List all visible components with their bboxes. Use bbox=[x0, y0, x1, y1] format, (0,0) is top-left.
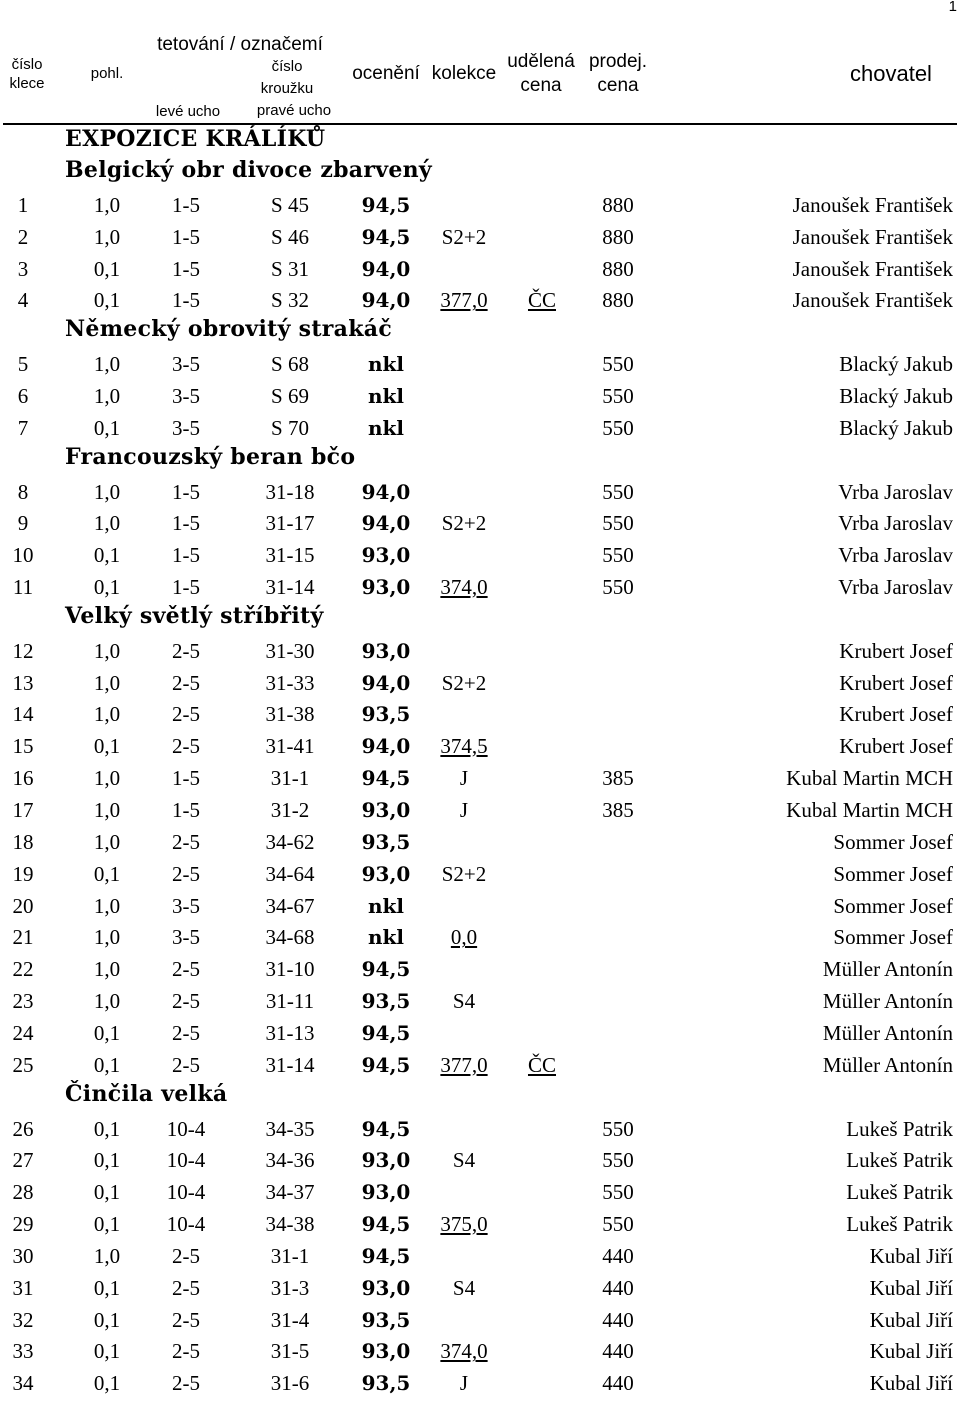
sex: 0,1 bbox=[93, 256, 121, 281]
sex: 1,0 bbox=[93, 224, 121, 249]
left-ear-tattoo: 1-5 bbox=[172, 798, 200, 822]
sale-price: 880 bbox=[602, 256, 634, 281]
collection: 0,0 bbox=[450, 925, 478, 950]
header-cislo-krouzku-1: číslo bbox=[271, 58, 303, 75]
sex: 0,1 bbox=[93, 1020, 121, 1045]
sale-price: 550 bbox=[602, 383, 634, 408]
table-row bbox=[0, 766, 960, 798]
header-tetovani: tetování / označemí bbox=[157, 34, 323, 55]
sale-price: 550 bbox=[602, 352, 634, 377]
ring-number: S 68 bbox=[271, 352, 309, 377]
score: 93,0 bbox=[361, 1339, 411, 1364]
breeder: Vrba Jaroslav bbox=[838, 543, 953, 568]
ring-number: S 46 bbox=[271, 224, 309, 249]
ring-number: S 45 bbox=[271, 192, 309, 217]
sex: 1,0 bbox=[93, 638, 121, 663]
breeder: Kubal Jiří bbox=[869, 1371, 953, 1396]
breeder: Krubert Josef bbox=[839, 734, 953, 759]
sale-price: 550 bbox=[602, 511, 634, 536]
ring-number: 34-64 bbox=[265, 861, 315, 886]
breeder: Müller Antonín bbox=[822, 989, 953, 1014]
cage-number: 18 bbox=[12, 829, 34, 854]
table-row bbox=[0, 225, 960, 257]
sex: 1,0 bbox=[93, 511, 121, 536]
score: nkl bbox=[368, 415, 404, 440]
score: 94,5 bbox=[361, 1243, 411, 1268]
ring-number: 31-3 bbox=[270, 1275, 310, 1300]
left-ear-tattoo: 2-5 bbox=[172, 989, 200, 1014]
left-ear-tattoo: 1-5 bbox=[172, 256, 200, 281]
cage-number: 12 bbox=[12, 638, 34, 663]
breeder: Blacký Jakub bbox=[839, 352, 953, 377]
table-row bbox=[0, 480, 960, 512]
sale-price: 550 bbox=[602, 1212, 634, 1237]
header-kolekce: kolekce bbox=[431, 63, 497, 84]
score: 93,5 bbox=[361, 1371, 411, 1396]
cage-number: 33 bbox=[12, 1339, 34, 1364]
ring-number: 34-67 bbox=[265, 893, 315, 918]
sale-price: 550 bbox=[602, 1180, 634, 1205]
collection: J bbox=[459, 1371, 469, 1396]
cage-number: 1 bbox=[17, 192, 29, 217]
sex: 0,1 bbox=[93, 575, 121, 600]
collection: J bbox=[459, 798, 469, 822]
cage-number: 25 bbox=[12, 1052, 34, 1077]
cage-number: 22 bbox=[12, 957, 34, 982]
sale-price: 440 bbox=[602, 1307, 634, 1332]
cage-number: 2 bbox=[17, 224, 29, 249]
section-title: Velký světlý stříbřitý bbox=[65, 602, 324, 629]
ring-number: 31-1 bbox=[270, 766, 310, 791]
score: 94,5 bbox=[361, 957, 411, 982]
breeder: Sommer Josef bbox=[833, 925, 953, 950]
cage-number: 24 bbox=[12, 1020, 34, 1045]
left-ear-tattoo: 2-5 bbox=[172, 734, 200, 759]
sale-price: 385 bbox=[602, 766, 634, 791]
ring-number: S 70 bbox=[271, 415, 309, 440]
table-row bbox=[0, 957, 960, 989]
sex: 0,1 bbox=[93, 1148, 121, 1173]
ring-number: S 69 bbox=[271, 383, 309, 408]
left-ear-tattoo: 2-5 bbox=[172, 829, 200, 854]
table-row bbox=[0, 1244, 960, 1276]
left-ear-tattoo: 2-5 bbox=[172, 638, 200, 663]
breeder: Krubert Josef bbox=[839, 638, 953, 663]
score: 94,5 bbox=[361, 1052, 411, 1077]
header-rule bbox=[3, 123, 957, 125]
cage-number: 20 bbox=[12, 893, 34, 918]
sex: 1,0 bbox=[93, 957, 121, 982]
header-cislo-klece-2: klece bbox=[9, 75, 45, 92]
score: 94,5 bbox=[361, 192, 411, 217]
sex: 0,1 bbox=[93, 415, 121, 440]
sex: 1,0 bbox=[93, 798, 121, 822]
left-ear-tattoo: 2-5 bbox=[172, 1339, 200, 1364]
cage-number: 9 bbox=[17, 511, 29, 536]
table-row bbox=[0, 639, 960, 671]
sex: 0,1 bbox=[93, 1339, 121, 1364]
header-chovatel: chovatel bbox=[850, 61, 932, 86]
sex: 0,1 bbox=[93, 543, 121, 568]
left-ear-tattoo: 2-5 bbox=[172, 957, 200, 982]
header-cislo-klece-1: číslo bbox=[11, 56, 43, 73]
score: 93,0 bbox=[361, 798, 411, 822]
left-ear-tattoo: 1-5 bbox=[172, 192, 200, 217]
left-ear-tattoo: 10-4 bbox=[166, 1148, 206, 1173]
breeder: Lukeš Patrik bbox=[846, 1180, 953, 1205]
cage-number: 4 bbox=[17, 288, 29, 313]
left-ear-tattoo: 2-5 bbox=[172, 670, 200, 695]
cage-number: 14 bbox=[12, 702, 34, 727]
ring-number: 31-5 bbox=[270, 1339, 310, 1364]
table-row bbox=[0, 352, 960, 384]
score: 94,5 bbox=[361, 766, 411, 791]
left-ear-tattoo: 3-5 bbox=[172, 352, 200, 377]
left-ear-tattoo: 2-5 bbox=[172, 1052, 200, 1077]
ring-number: 31-4 bbox=[270, 1307, 310, 1332]
sex: 0,1 bbox=[93, 1180, 121, 1205]
ring-number: 31-38 bbox=[265, 702, 315, 727]
breeder: Blacký Jakub bbox=[839, 415, 953, 440]
sale-price: 880 bbox=[602, 288, 634, 313]
left-ear-tattoo: 2-5 bbox=[172, 861, 200, 886]
left-ear-tattoo: 3-5 bbox=[172, 415, 200, 440]
score: nkl bbox=[368, 352, 404, 377]
ring-number: 34-37 bbox=[265, 1180, 315, 1205]
left-ear-tattoo: 2-5 bbox=[172, 1243, 200, 1268]
table-row bbox=[0, 1212, 960, 1244]
table-row bbox=[0, 1180, 960, 1212]
breeder: Blacký Jakub bbox=[839, 383, 953, 408]
score: 94,0 bbox=[361, 511, 411, 536]
left-ear-tattoo: 2-5 bbox=[172, 702, 200, 727]
sale-price: 550 bbox=[602, 1148, 634, 1173]
cage-number: 3 bbox=[17, 256, 29, 281]
header-prodej-1: prodej. bbox=[588, 51, 648, 72]
score: 93,5 bbox=[361, 829, 411, 854]
ring-number: 34-35 bbox=[265, 1116, 315, 1141]
cage-number: 30 bbox=[12, 1243, 34, 1268]
breeder: Kubal Jiří bbox=[869, 1339, 953, 1364]
sex: 1,0 bbox=[93, 192, 121, 217]
breeder: Janoušek František bbox=[792, 288, 953, 313]
table-row bbox=[0, 1117, 960, 1149]
table-row bbox=[0, 989, 960, 1021]
breeder: Lukeš Patrik bbox=[846, 1148, 953, 1173]
sex: 0,1 bbox=[93, 1371, 121, 1396]
sale-price: 550 bbox=[602, 1116, 634, 1141]
table-row bbox=[0, 1148, 960, 1180]
collection: S4 bbox=[452, 1148, 476, 1173]
cage-number: 13 bbox=[12, 670, 34, 695]
score: 94,0 bbox=[361, 670, 411, 695]
page-number: 1 bbox=[948, 0, 957, 15]
ring-number: 34-36 bbox=[265, 1148, 315, 1173]
header-udelena-1: udělená bbox=[507, 51, 575, 72]
table-row bbox=[0, 798, 960, 830]
sale-price: 550 bbox=[602, 415, 634, 440]
breeder: Sommer Josef bbox=[833, 893, 953, 918]
breeder: Sommer Josef bbox=[833, 861, 953, 886]
table-row bbox=[0, 193, 960, 225]
score: 93,5 bbox=[361, 1307, 411, 1332]
cage-number: 21 bbox=[12, 925, 34, 950]
table-row bbox=[0, 894, 960, 926]
table-row bbox=[0, 1021, 960, 1053]
breeder: Müller Antonín bbox=[822, 1052, 953, 1077]
breeder: Vrba Jaroslav bbox=[838, 479, 953, 504]
cage-number: 17 bbox=[12, 798, 34, 822]
left-ear-tattoo: 2-5 bbox=[172, 1307, 200, 1332]
score: 93,5 bbox=[361, 702, 411, 727]
header-prodej-2: cena bbox=[597, 75, 639, 96]
cage-number: 5 bbox=[17, 352, 29, 377]
score: 93,0 bbox=[361, 543, 411, 568]
collection: S4 bbox=[452, 989, 476, 1014]
left-ear-tattoo: 1-5 bbox=[172, 543, 200, 568]
sale-price: 440 bbox=[602, 1371, 634, 1396]
cage-number: 6 bbox=[17, 383, 29, 408]
score: nkl bbox=[368, 925, 404, 950]
score: nkl bbox=[368, 383, 404, 408]
sex: 1,0 bbox=[93, 766, 121, 791]
left-ear-tattoo: 1-5 bbox=[172, 224, 200, 249]
table-row bbox=[0, 1276, 960, 1308]
table-row bbox=[0, 384, 960, 416]
left-ear-tattoo: 3-5 bbox=[172, 893, 200, 918]
score: 93,0 bbox=[361, 638, 411, 663]
table-row bbox=[0, 257, 960, 289]
sex: 1,0 bbox=[93, 383, 121, 408]
sex: 1,0 bbox=[93, 1243, 121, 1268]
score: 94,5 bbox=[361, 224, 411, 249]
cage-number: 29 bbox=[12, 1212, 34, 1237]
section-title: Činčila velká bbox=[65, 1080, 228, 1107]
sale-price: 440 bbox=[602, 1339, 634, 1364]
sex: 0,1 bbox=[93, 1307, 121, 1332]
section-title: Belgický obr divoce zbarvený bbox=[65, 157, 433, 183]
left-ear-tattoo: 2-5 bbox=[172, 1020, 200, 1045]
collection: S2+2 bbox=[441, 224, 487, 249]
ring-number: 31-30 bbox=[265, 638, 315, 663]
cage-number: 34 bbox=[12, 1371, 34, 1396]
awarded-prize: ČC bbox=[527, 288, 556, 313]
score: 94,5 bbox=[361, 1020, 411, 1045]
ring-number: 31-6 bbox=[270, 1371, 310, 1396]
table-row bbox=[0, 862, 960, 894]
table-row bbox=[0, 1371, 960, 1403]
collection: 375,0 bbox=[440, 1212, 488, 1237]
cage-number: 8 bbox=[17, 479, 29, 504]
sale-price: 880 bbox=[602, 192, 634, 217]
sex: 0,1 bbox=[93, 1212, 121, 1237]
score: 94,5 bbox=[361, 1116, 411, 1141]
breeder: Müller Antonín bbox=[822, 1020, 953, 1045]
cage-number: 16 bbox=[12, 766, 34, 791]
cage-number: 31 bbox=[12, 1275, 34, 1300]
ring-number: 31-18 bbox=[265, 479, 315, 504]
header-cislo-krouzku-2: kroužku bbox=[260, 80, 314, 97]
left-ear-tattoo: 3-5 bbox=[172, 383, 200, 408]
sex: 1,0 bbox=[93, 479, 121, 504]
ring-number: 31-17 bbox=[265, 511, 315, 536]
breeder: Sommer Josef bbox=[833, 829, 953, 854]
breeder: Lukeš Patrik bbox=[846, 1116, 953, 1141]
ring-number: 31-41 bbox=[265, 734, 315, 759]
ring-number: 31-13 bbox=[265, 1020, 315, 1045]
cage-number: 32 bbox=[12, 1307, 34, 1332]
score: 93,0 bbox=[361, 1275, 411, 1300]
header-udelena-2: cena bbox=[520, 75, 562, 96]
left-ear-tattoo: 1-5 bbox=[172, 479, 200, 504]
table-row bbox=[0, 1308, 960, 1340]
header-pohl: pohl. bbox=[90, 65, 124, 82]
collection: S4 bbox=[452, 1275, 476, 1300]
ring-number: 31-10 bbox=[265, 957, 315, 982]
breeder: Janoušek František bbox=[792, 192, 953, 217]
table-row bbox=[0, 734, 960, 766]
ring-number: S 31 bbox=[271, 256, 309, 281]
left-ear-tattoo: 10-4 bbox=[166, 1116, 206, 1141]
table-row bbox=[0, 543, 960, 575]
collection: J bbox=[459, 766, 469, 791]
ring-number: 31-1 bbox=[270, 1243, 310, 1268]
table-row bbox=[0, 1339, 960, 1371]
left-ear-tattoo: 2-5 bbox=[172, 1371, 200, 1396]
sex: 0,1 bbox=[93, 861, 121, 886]
header-oceneni: ocenění bbox=[352, 63, 420, 84]
sale-price: 440 bbox=[602, 1243, 634, 1268]
sale-price: 550 bbox=[602, 479, 634, 504]
score: 93,0 bbox=[361, 575, 411, 600]
left-ear-tattoo: 2-5 bbox=[172, 1275, 200, 1300]
exhibition-title: EXPOZICE KRÁLÍKŮ bbox=[65, 126, 326, 152]
collection: S2+2 bbox=[441, 511, 487, 536]
score: 93,5 bbox=[361, 989, 411, 1014]
collection: 374,5 bbox=[440, 734, 488, 759]
sex: 0,1 bbox=[93, 734, 121, 759]
sex: 0,1 bbox=[93, 1052, 121, 1077]
breeder: Krubert Josef bbox=[839, 702, 953, 727]
cage-number: 11 bbox=[12, 575, 34, 600]
breeder: Vrba Jaroslav bbox=[838, 511, 953, 536]
ring-number: 31-33 bbox=[265, 670, 315, 695]
ring-number: 31-2 bbox=[270, 798, 310, 822]
sale-price: 550 bbox=[602, 543, 634, 568]
score: 93,0 bbox=[361, 1148, 411, 1173]
table-row bbox=[0, 925, 960, 957]
sex: 1,0 bbox=[93, 352, 121, 377]
left-ear-tattoo: 10-4 bbox=[166, 1212, 206, 1237]
breeder: Kubal Martin MCH bbox=[786, 798, 953, 822]
breeder: Lukeš Patrik bbox=[846, 1212, 953, 1237]
ring-number: 34-68 bbox=[265, 925, 315, 950]
table-row bbox=[0, 511, 960, 543]
left-ear-tattoo: 1-5 bbox=[172, 766, 200, 791]
sex: 0,1 bbox=[93, 1116, 121, 1141]
breeder: Kubal Jiří bbox=[869, 1275, 953, 1300]
score: 94,0 bbox=[361, 288, 411, 313]
cage-number: 28 bbox=[12, 1180, 34, 1205]
cage-number: 26 bbox=[12, 1116, 34, 1141]
left-ear-tattoo: 1-5 bbox=[172, 511, 200, 536]
score: 94,0 bbox=[361, 479, 411, 504]
table-row bbox=[0, 671, 960, 703]
awarded-prize: ČC bbox=[527, 1052, 556, 1077]
breeder: Janoušek František bbox=[792, 224, 953, 249]
ring-number: 34-38 bbox=[265, 1212, 315, 1237]
cage-number: 7 bbox=[17, 415, 29, 440]
collection: 377,0 bbox=[440, 1052, 488, 1077]
score: 93,0 bbox=[361, 861, 411, 886]
sex: 1,0 bbox=[93, 925, 121, 950]
ring-number: S 32 bbox=[271, 288, 309, 313]
collection: S2+2 bbox=[441, 861, 487, 886]
breeder: Kubal Martin MCH bbox=[786, 766, 953, 791]
left-ear-tattoo: 1-5 bbox=[172, 288, 200, 313]
breeder: Krubert Josef bbox=[839, 670, 953, 695]
left-ear-tattoo: 1-5 bbox=[172, 575, 200, 600]
left-ear-tattoo: 3-5 bbox=[172, 925, 200, 950]
cage-number: 23 bbox=[12, 989, 34, 1014]
table-row bbox=[0, 830, 960, 862]
breeder: Janoušek František bbox=[792, 256, 953, 281]
sex: 0,1 bbox=[93, 288, 121, 313]
score: nkl bbox=[368, 893, 404, 918]
breeder: Kubal Jiří bbox=[869, 1243, 953, 1268]
sale-price: 550 bbox=[602, 575, 634, 600]
breeder: Vrba Jaroslav bbox=[838, 575, 953, 600]
ring-number: 31-11 bbox=[265, 989, 315, 1014]
collection: 374,0 bbox=[440, 1339, 488, 1364]
score: 94,0 bbox=[361, 734, 411, 759]
section-title: Německý obrovitý strakáč bbox=[65, 316, 393, 343]
collection: 377,0 bbox=[440, 288, 488, 313]
breeder: Müller Antonín bbox=[822, 957, 953, 982]
cage-number: 27 bbox=[12, 1148, 34, 1173]
header-prave-ucho: pravé ucho bbox=[256, 102, 332, 119]
breeder: Kubal Jiří bbox=[869, 1307, 953, 1332]
sex: 1,0 bbox=[93, 893, 121, 918]
table-row bbox=[0, 702, 960, 734]
ring-number: 34-62 bbox=[265, 829, 315, 854]
sex: 1,0 bbox=[93, 829, 121, 854]
header-leve-ucho: levé ucho bbox=[155, 103, 221, 120]
sale-price: 880 bbox=[602, 224, 634, 249]
section-title: Francouzský beran bčo bbox=[65, 443, 356, 470]
score: 93,0 bbox=[361, 1180, 411, 1205]
cage-number: 10 bbox=[12, 543, 34, 568]
ring-number: 31-14 bbox=[265, 1052, 315, 1077]
cage-number: 15 bbox=[12, 734, 34, 759]
sex: 1,0 bbox=[93, 670, 121, 695]
ring-number: 31-15 bbox=[265, 543, 315, 568]
sex: 0,1 bbox=[93, 1275, 121, 1300]
ring-number: 31-14 bbox=[265, 575, 315, 600]
cage-number: 19 bbox=[12, 861, 34, 886]
score: 94,5 bbox=[361, 1212, 411, 1237]
sex: 1,0 bbox=[93, 989, 121, 1014]
collection: S2+2 bbox=[441, 670, 487, 695]
collection: 374,0 bbox=[440, 575, 488, 600]
sex: 1,0 bbox=[93, 702, 121, 727]
score: 94,0 bbox=[361, 256, 411, 281]
left-ear-tattoo: 10-4 bbox=[166, 1180, 206, 1205]
sale-price: 385 bbox=[602, 798, 634, 822]
sale-price: 440 bbox=[602, 1275, 634, 1300]
